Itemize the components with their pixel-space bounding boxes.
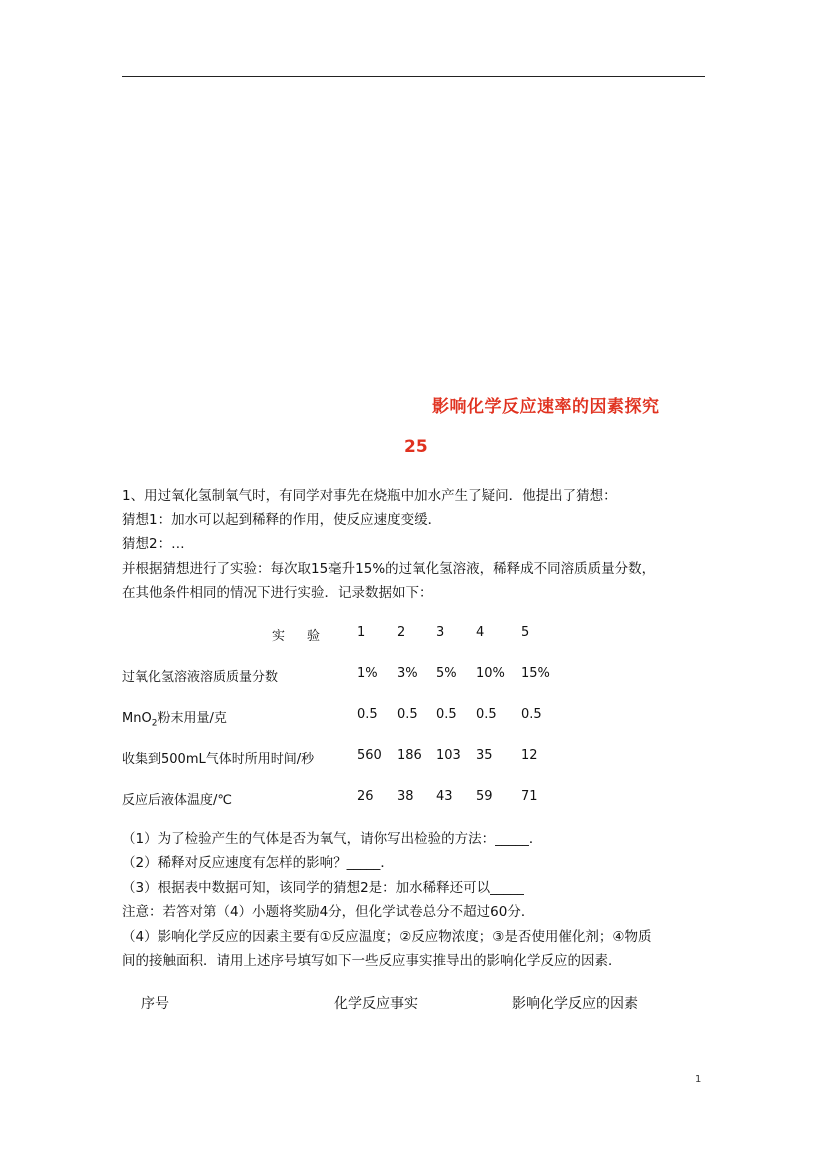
- question-4-line-1: （4）影响化学反应的因素主要有①反应温度；②反应物浓度；③是否使用催化剂；④物质: [122, 929, 652, 945]
- table-cell: 26: [357, 789, 374, 804]
- table-row-label: MnO$_2$粉末用量/克: [122, 711, 227, 729]
- intro-line-1: 1、用过氧化氢制氧气时，有同学对事先在烧瓶中加水产生了疑问．他提出了猜想：: [122, 488, 617, 504]
- question-2: （2）稀释对反应速度有怎样的影响？_____．: [122, 855, 394, 871]
- table-row: [122, 748, 682, 768]
- table-col-header: 2: [397, 625, 406, 640]
- page-number: 1: [695, 1074, 702, 1085]
- table-col-header: 5: [521, 625, 530, 640]
- table-cell: 5%: [436, 666, 457, 681]
- table-row-label: 收集到500mL气体时所用时间/秒: [122, 752, 315, 767]
- table-cell: 35: [476, 748, 493, 763]
- table-row-label: 过氧化氢溶液溶质质量分数: [122, 670, 279, 685]
- table-cell: 0.5: [521, 707, 542, 722]
- table-cell: 10%: [476, 666, 505, 681]
- bottom-table-header-index: 序号: [141, 996, 169, 1012]
- table-cell: 12: [521, 748, 538, 763]
- table-cell: 15%: [521, 666, 550, 681]
- table-cell: 43: [436, 789, 453, 804]
- table-row: [122, 707, 682, 727]
- table-row-label: 反应后液体温度/℃: [122, 793, 232, 808]
- table-cell: 0.5: [436, 707, 457, 722]
- table-header-row: [122, 625, 682, 645]
- question-4-line-2: 间的接触面积．请用上述序号填写如下一些反应事实推导出的影响化学反应的因素．: [122, 953, 622, 969]
- table-row: [122, 666, 682, 686]
- table-cell: 0.5: [357, 707, 378, 722]
- bottom-table-header-factor: 影响化学反应的因素: [512, 996, 638, 1012]
- document-title: 影响化学反应速率的因素探究: [432, 397, 660, 417]
- question-1: （1）为了检验产生的气体是否为氧气，请你写出检验的方法：_____．: [122, 831, 543, 847]
- bonus-note: 注意：若答对第（4）小题将奖励4分，但化学试卷总分不超过60分．: [122, 904, 535, 920]
- question-3: （3）根据表中数据可知，该同学的猜想2是：加水稀释还可以_____: [122, 880, 524, 896]
- table-cell: 0.5: [397, 707, 418, 722]
- table-header-label: 实验: [272, 629, 343, 644]
- table-cell: 59: [476, 789, 493, 804]
- intro-line-2: 猜想1：加水可以起到稀释的作用，使反应速度变缓．: [122, 512, 442, 528]
- table-cell: 71: [521, 789, 538, 804]
- table-cell: 560: [357, 748, 382, 763]
- table-col-header: 3: [436, 625, 445, 640]
- header-rule: [122, 76, 705, 77]
- table-cell: 38: [397, 789, 414, 804]
- table-col-header: 1: [357, 625, 366, 640]
- table-cell: 3%: [397, 666, 418, 681]
- intro-line-4: 并根据猜想进行了实验：每次取15毫升15%的过氧化氢溶液，稀释成不同溶质质量分数，: [122, 561, 656, 577]
- table-cell: 1%: [357, 666, 378, 681]
- document-title-number: 25: [404, 437, 428, 457]
- table-row: [122, 789, 682, 809]
- intro-line-5: 在其他条件相同的情况下进行实验．记录数据如下：: [122, 585, 433, 601]
- table-cell: 0.5: [476, 707, 497, 722]
- table-col-header: 4: [476, 625, 485, 640]
- bottom-table-header-fact: 化学反应事实: [334, 996, 418, 1012]
- intro-line-3: 猜想2：…: [122, 536, 185, 552]
- table-cell: 186: [397, 748, 422, 763]
- table-cell: 103: [436, 748, 461, 763]
